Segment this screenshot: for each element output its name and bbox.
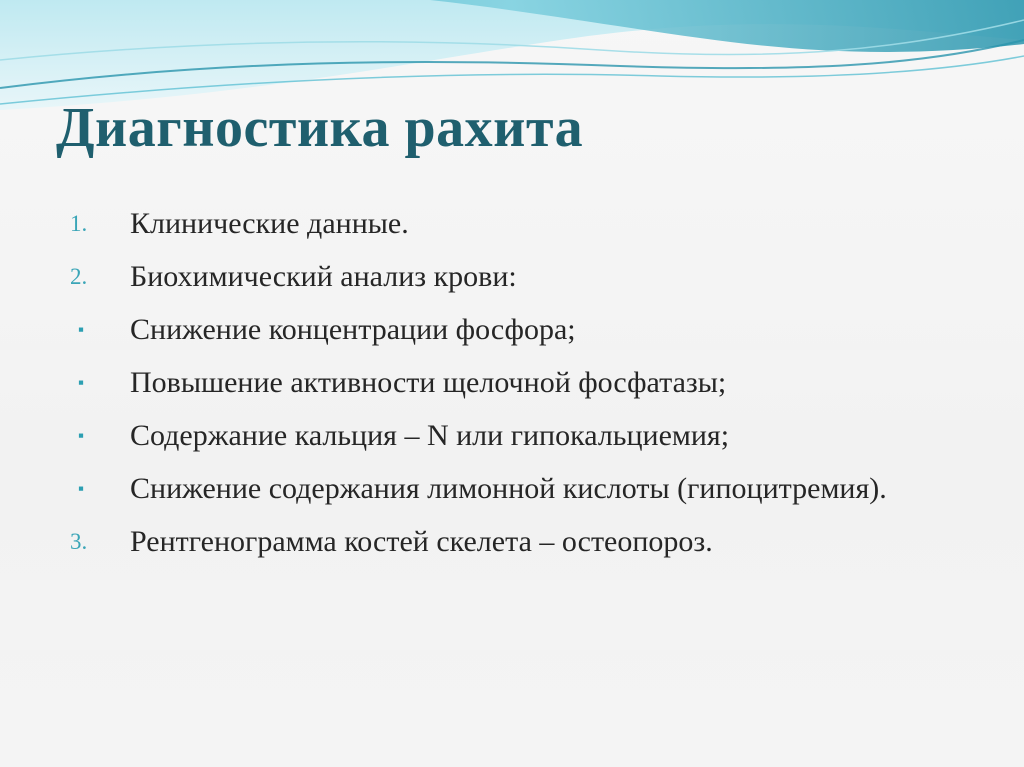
list-item (70, 258, 970, 295)
list-item-text: Рентгенограмма костей скелета – остеопороз. (130, 525, 713, 558)
list-item-text: Содержание кальция – N или гипокальциемия; (130, 419, 730, 452)
list-item-text: Снижение концентрации фосфора; (130, 313, 576, 346)
list-item (70, 205, 970, 242)
square-bullet-icon: ▪ (78, 320, 85, 339)
list-number-marker: 1. (70, 211, 88, 236)
list-number-marker: 3. (70, 529, 88, 554)
slide-title: Диагностика рахита (56, 97, 584, 159)
square-bullet-icon: ▪ (78, 479, 85, 498)
list-item (70, 364, 970, 401)
list-item-text: Повышение активности щелочной фосфатазы; (130, 366, 727, 399)
list-item (70, 470, 970, 507)
content-list (70, 205, 970, 576)
square-bullet-icon: ▪ (78, 426, 85, 445)
list-item-text: Клинические данные. (130, 207, 409, 240)
list-item-text: Снижение содержания лимонной кислоты (гипоцитремия). (130, 472, 887, 505)
list-item (70, 311, 970, 348)
list-number-marker: 2. (70, 264, 88, 289)
list-item (70, 523, 970, 560)
square-bullet-icon: ▪ (78, 373, 85, 392)
list-item (70, 417, 970, 454)
list-item-text: Биохимический анализ крови: (130, 260, 517, 293)
